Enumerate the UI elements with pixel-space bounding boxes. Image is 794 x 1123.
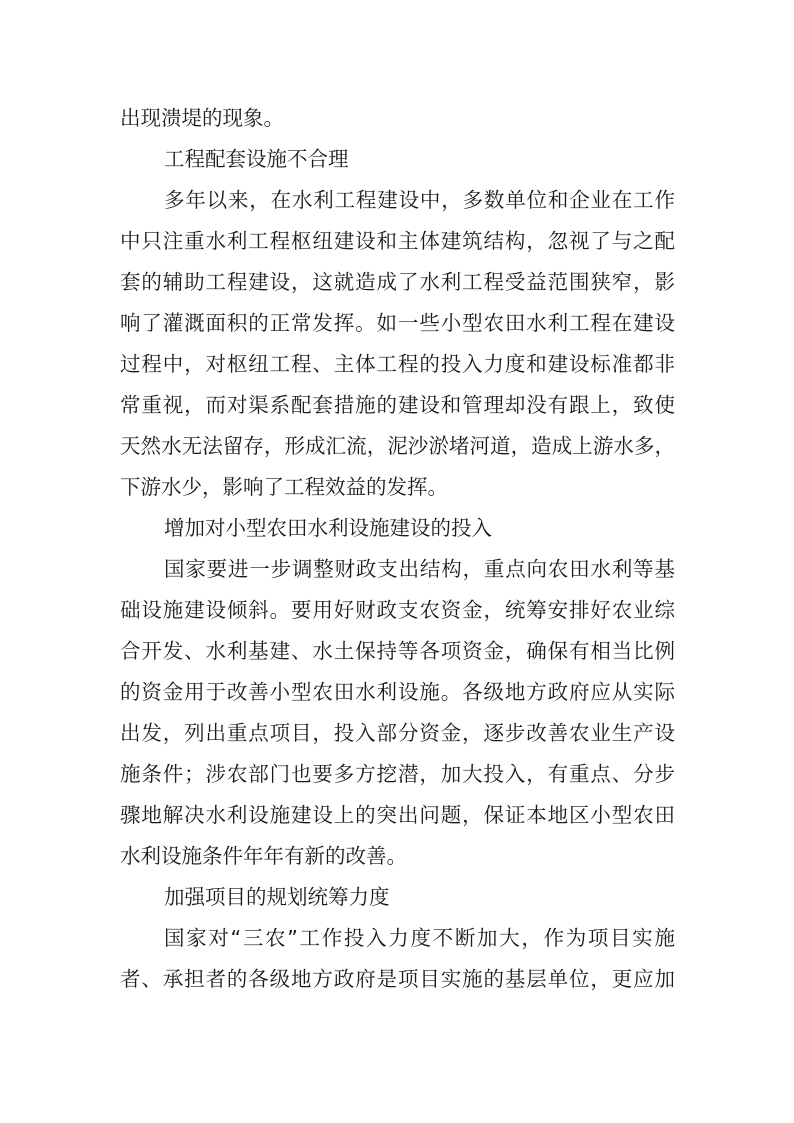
paragraph-line: 合开发、水利基建、水土保持等各项资金，确保有相当比例 (120, 639, 675, 663)
section-heading-facilities: 工程配套设施不合理 (164, 147, 349, 171)
paragraph-line: 响了灌溉面积的正常发挥。如一些小型农田水利工程在建设 (120, 311, 675, 335)
section-heading-investment: 增加对小型农田水利设施建设的投入 (164, 516, 492, 540)
paragraph-line: 下游水少，影响了工程效益的发挥。 (120, 475, 448, 499)
paragraph-line: 出发，列出重点项目，投入部分资金，逐步改善农业生产设 (120, 721, 675, 745)
paragraph-line: 套的辅助工程建设，这就造成了水利工程受益范围狭窄，影 (120, 270, 675, 294)
paragraph-line: 常重视，而对渠系配套措施的建设和管理却没有跟上，致使 (120, 393, 675, 417)
paragraph-line: 中只注重水利工程枢纽建设和主体建筑结构，忽视了与之配 (120, 229, 675, 253)
paragraph-line: 出现溃堤的现象。 (120, 106, 284, 130)
paragraph-line: 国家对“三农”工作投入力度不断加大，作为项目实施 (164, 926, 675, 950)
paragraph-line: 国家要进一步调整财政支出结构，重点向农田水利等基 (164, 557, 675, 581)
paragraph-line: 过程中，对枢纽工程、主体工程的投入力度和建设标准都非 (120, 352, 675, 376)
paragraph-line: 的资金用于改善小型农田水利设施。各级地方政府应从实际 (120, 680, 675, 704)
paragraph-line: 者、承担者的各级地方政府是项目实施的基层单位，更应加 (120, 967, 675, 991)
paragraph-line: 水利设施条件年年有新的改善。 (120, 844, 407, 868)
paragraph-line: 天然水无法留存，形成汇流，泥沙淤堵河道，造成上游水多， (120, 434, 675, 458)
paragraph-line: 多年以来，在水利工程建设中，多数单位和企业在工作 (164, 188, 675, 212)
section-heading-planning: 加强项目的规划统筹力度 (164, 885, 390, 909)
paragraph-line: 施条件；涉农部门也要多方挖潜，加大投入，有重点、分步 (120, 762, 675, 786)
paragraph-line: 骤地解决水利设施建设上的突出问题，保证本地区小型农田 (120, 803, 675, 827)
paragraph-line: 础设施建设倾斜。要用好财政支农资金，统筹安排好农业综 (120, 598, 675, 622)
